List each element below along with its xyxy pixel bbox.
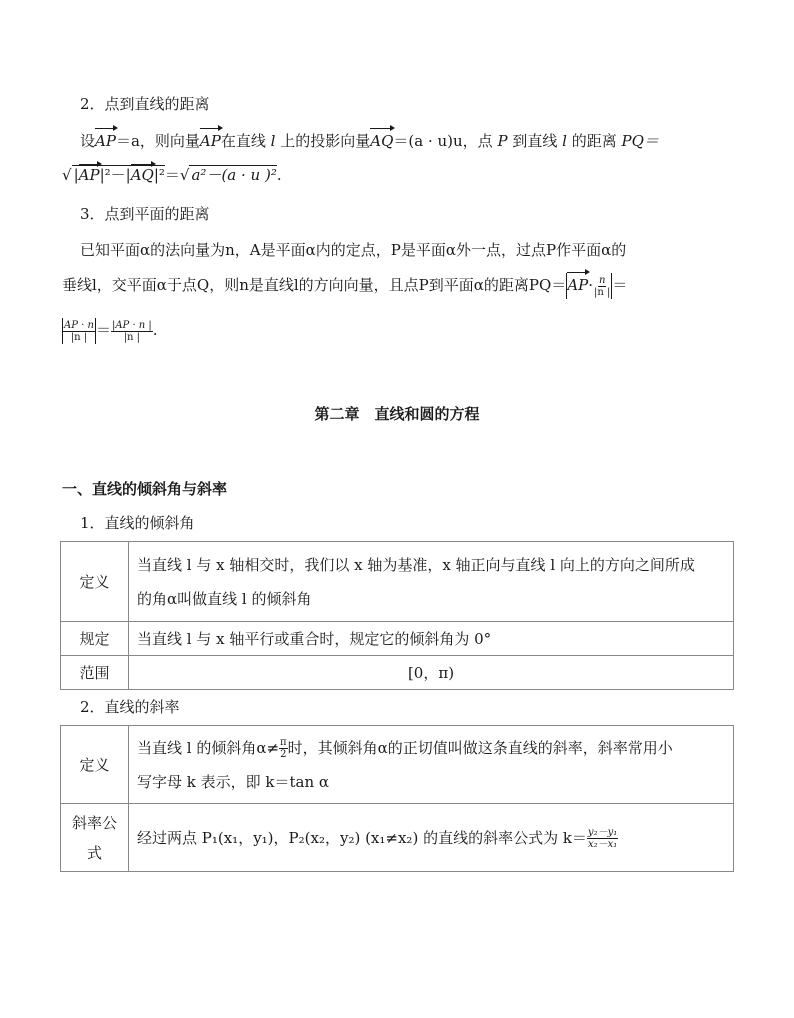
row-value: [0，π) xyxy=(129,656,734,690)
fraction-numerator: |AP · n | xyxy=(111,319,152,331)
inclination-angle-table xyxy=(60,541,734,690)
fraction xyxy=(111,320,153,343)
row-value-line xyxy=(137,731,725,765)
sub-1-title: 1．直线的倾斜角 xyxy=(80,514,195,532)
fraction xyxy=(63,320,95,343)
text-fragment: l xyxy=(270,132,276,150)
text-fragment: ＝ xyxy=(164,166,180,184)
text-fragment: 在直线 xyxy=(220,132,266,150)
vector-ap: AP xyxy=(199,132,221,150)
fraction xyxy=(279,737,288,760)
text-fragment: |² xyxy=(153,166,165,184)
row-value-line: 写字母 k 表示，即 k＝tan α xyxy=(137,772,330,791)
section-2-paragraph-line-1 xyxy=(80,130,659,152)
text-fragment: . xyxy=(276,166,282,184)
text-fragment: 设 xyxy=(80,132,96,150)
row-label: 范围 xyxy=(61,656,129,690)
vector-aq: AQ xyxy=(370,132,394,150)
fraction xyxy=(587,827,618,850)
section-2-paragraph-line-2 xyxy=(62,164,282,186)
slope-table xyxy=(60,725,734,872)
table-row xyxy=(61,622,734,656)
section-3-paragraph-line-2 xyxy=(62,273,627,299)
text-fragment: ＝a，则向量 xyxy=(115,132,200,150)
row-label-line: 斜率公 xyxy=(71,813,117,832)
section-3-paragraph-line-1: 已知平面α的法向量为n，A是平面α内的定点，P是平面α外一点，过点P作平面α的 xyxy=(80,241,627,259)
text-fragment: |²－| xyxy=(99,166,131,184)
text-fragment: 经过两点 P₁(x₁，y₁)，P₂(x₂，y₂) (x₁≠x₂) 的直线的斜率公式为 k＝ xyxy=(137,828,587,847)
text-fragment: · xyxy=(588,276,594,294)
section-3-paragraph-line-3 xyxy=(62,318,158,344)
sqrt-body xyxy=(72,165,165,184)
vector-ap: AP xyxy=(95,132,116,150)
text-fragment: l xyxy=(562,132,567,150)
text-fragment: ＝ xyxy=(612,276,628,294)
fraction-numerator: AP · n xyxy=(64,319,94,331)
text-fragment: P xyxy=(497,132,508,150)
fraction-denominator: |n | xyxy=(123,331,141,343)
text-fragment: ＝ xyxy=(95,321,111,339)
row-value xyxy=(129,804,734,872)
part-1-title: 一、直线的倾斜角与斜率 xyxy=(62,480,228,498)
vector-aq: AQ xyxy=(130,166,154,184)
row-value xyxy=(129,726,734,804)
table-row xyxy=(61,542,734,622)
fraction-denominator: |n | xyxy=(594,286,611,298)
table-row xyxy=(61,656,734,690)
fraction-denominator: |n | xyxy=(70,331,88,343)
text-fragment: | xyxy=(73,166,79,184)
text-fragment: ＝(a · u)u，点 xyxy=(393,132,493,150)
row-label: 定义 xyxy=(61,726,129,804)
chapter-title: 第二章 直线和圆的方程 xyxy=(314,405,480,423)
sub-2-title: 2．直线的斜率 xyxy=(80,698,180,716)
fraction-numerator: n xyxy=(598,274,606,286)
table-row xyxy=(61,804,734,872)
row-value: 当直线 l 与 x 轴平行或重合时，规定它的倾斜角为 0° xyxy=(129,622,734,656)
fraction-denominator: x₂－x₁ xyxy=(587,839,618,850)
text-fragment: . xyxy=(152,321,158,339)
sqrt-body: a²－(a · u )² xyxy=(191,166,277,184)
row-label-line: 式 xyxy=(86,843,102,862)
row-value-line: 的角α叫做直线 l 的倾斜角 xyxy=(137,589,312,608)
text-fragment: 时，其倾斜角α的正切值叫做这条直线的斜率，斜率常用小 xyxy=(287,738,673,757)
row-label: 定义 xyxy=(61,542,129,622)
text-fragment: 的距离 xyxy=(571,132,617,150)
section-3-title: 3．点到平面的距离 xyxy=(80,205,210,223)
row-value-line: 当直线 l 与 x 轴相交时，我们以 x 轴为基准，x 轴正向与直线 l 向上的方向之间所成 xyxy=(137,555,695,574)
row-label xyxy=(61,804,129,872)
fraction-numerator: π xyxy=(280,737,287,748)
text-fragment: 当直线 l 的倾斜角α≠ xyxy=(137,738,280,757)
vector-ap: AP xyxy=(78,166,100,184)
row-value xyxy=(129,542,734,622)
text-fragment: 到直线 xyxy=(512,132,558,150)
text-fragment: PQ＝ xyxy=(621,132,659,150)
vector-ap: AP xyxy=(567,276,589,294)
text-fragment: 上的投影向量 xyxy=(280,132,371,150)
sqrt-sign: √ xyxy=(179,166,190,184)
fraction xyxy=(593,275,611,298)
sqrt-sign: √ xyxy=(62,166,72,184)
text-fragment: 垂线l，交平面α于点Q，则n是直线l的方向向量，且点P到平面α的距离PQ＝ xyxy=(62,276,567,294)
table-row xyxy=(61,726,734,804)
row-label: 规定 xyxy=(61,622,129,656)
fraction-denominator: 2 xyxy=(280,749,287,760)
section-2-title: 2．点到直线的距离 xyxy=(80,95,210,113)
fraction-numerator: y₂－y₁ xyxy=(587,827,618,838)
